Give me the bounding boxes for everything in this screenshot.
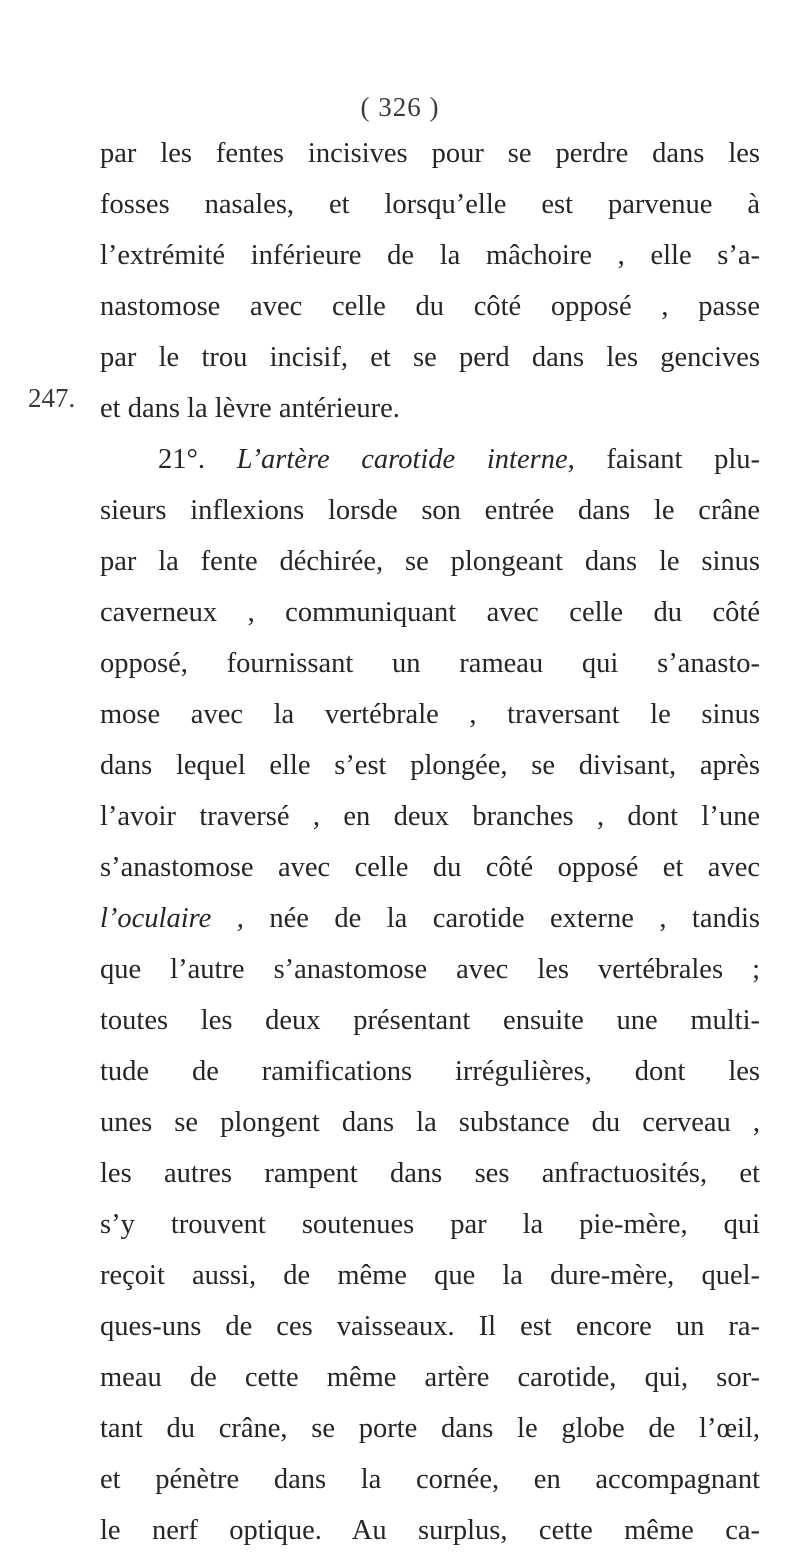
text-line-with-italic bbox=[100, 893, 760, 944]
text-line: s’anastomose avec celle du côté opposé et avec bbox=[100, 852, 760, 883]
text-fragment: née de la carotide externe , tandis bbox=[269, 903, 761, 934]
italic-term: l’oculaire , bbox=[100, 903, 244, 934]
italic-term: L’artère carotide interne, bbox=[236, 444, 575, 475]
text-line: l’extrémité inférieure de la mâchoire , elle s’a- bbox=[100, 240, 760, 271]
text-line: tude de ramifications irrégulières, dont les bbox=[100, 1056, 760, 1087]
paragraph-ordinal: 21°. bbox=[158, 444, 206, 475]
text-line: par la fente déchirée, se plongeant dans le sinus bbox=[100, 546, 760, 577]
text-fragment: faisant plu- bbox=[606, 444, 760, 475]
text-line: et dans la lèvre antérieure. bbox=[100, 393, 400, 424]
text-line: l’avoir traversé , en deux branches , dont l’une bbox=[100, 801, 760, 832]
text-line: nastomose avec celle du côté opposé , passe bbox=[100, 291, 760, 322]
text-line: mose avec la vertébrale , traversant le sinus bbox=[100, 699, 760, 730]
margin-paragraph-number: 247. bbox=[28, 383, 76, 413]
text-line: par les fentes incisives pour se perdre dans les bbox=[100, 138, 760, 169]
text-line-paragraph-start bbox=[100, 434, 760, 485]
text-line: opposé, fournissant un rameau qui s’anasto- bbox=[100, 648, 760, 679]
text-line: sieurs inflexions lorsde son entrée dans le crâne bbox=[100, 495, 760, 526]
text-line: fosses nasales, et lorsqu’elle est parvenue à bbox=[100, 189, 760, 220]
text-line: le nerf optique. Au surplus, cette même ca- bbox=[100, 1515, 760, 1546]
text-line: s’y trouvent soutenues par la pie-mère, qui bbox=[100, 1209, 760, 1240]
page-number: ( 326 ) bbox=[360, 92, 440, 122]
text-line: caverneux , communiquant avec celle du côté bbox=[100, 597, 760, 628]
text-line: dans lequel elle s’est plongée, se divisant, après bbox=[100, 750, 760, 781]
text-line: par le trou incisif, et se perd dans les gencives bbox=[100, 342, 760, 373]
text-line: meau de cette même artère carotide, qui, sor- bbox=[100, 1362, 760, 1393]
text-line: que l’autre s’anastomose avec les vertébrales ; bbox=[100, 954, 760, 985]
text-line: toutes les deux présentant ensuite une multi- bbox=[100, 1005, 760, 1036]
body-text bbox=[100, 128, 760, 1556]
text-line: unes se plongent dans la substance du cerveau , bbox=[100, 1107, 760, 1138]
text-line: et pénètre dans la cornée, en accompagnant bbox=[100, 1464, 760, 1495]
text-line: ques-uns de ces vaisseaux. Il est encore un ra- bbox=[100, 1311, 760, 1342]
text-line: reçoit aussi, de même que la dure-mère, quel- bbox=[100, 1260, 760, 1291]
text-line: tant du crâne, se porte dans le globe de l’œil, bbox=[100, 1413, 760, 1444]
text-line: les autres rampent dans ses anfractuosités, et bbox=[100, 1158, 760, 1189]
